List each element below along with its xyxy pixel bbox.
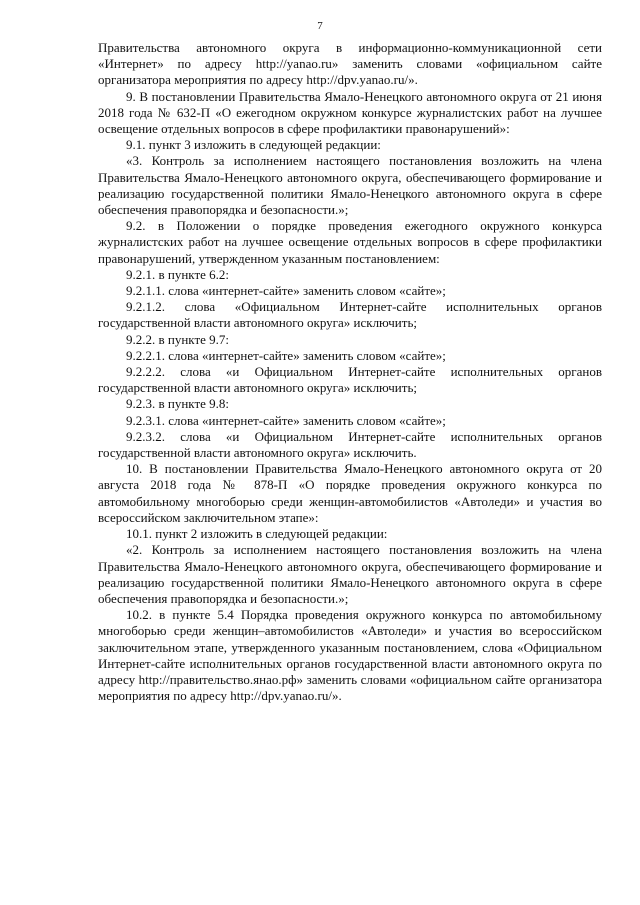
paragraph: 9.2.3.2. слова «и Официальном Интернет-сайте исполнительных органов государственной власти автономного округа» исключить. — [98, 428, 602, 461]
paragraph: 9.2.2.1. слова «интернет-сайте» заменить словом «сайте»; — [126, 347, 446, 363]
paragraph: 9.2.1. в пункте 6.2: — [126, 266, 230, 282]
paragraph: 9.2.1.1. слова «интернет-сайте» заменить словом «сайте»; — [126, 283, 446, 299]
paragraph: 9. В постановлении Правительства Ямало-Ненецкого автономного округа от 21 июня 2018 года № 632-П «О ежегодном окружном конкурсе журналистских работ на лучшее освещение отдельных вопросов в сфере профилактики правонарушений»: — [98, 88, 602, 137]
paragraph: «3. Контроль за исполнением настоящего постановления возложить на члена Правительства Ямало-Ненецкого автономного округа, обеспечивающего формирование и реализацию государственной политики Ямало-Ненецкого автономного округа в сфере обеспечения правопорядка и безопасности.»; — [98, 153, 602, 218]
page-number: 7 — [317, 20, 323, 32]
paragraph: 9.2. в Положении о порядке проведения ежегодного окружного конкурса журналистских работ на лучшее освещение отдельных вопросов в сфере профилактики правонарушений, утвержденном указанным постановлением: — [98, 218, 602, 266]
paragraph: «2. Контроль за исполнением настоящего постановления возложить на члена Правительства Ямало-Ненецкого автономного округа, обеспечивающего формирование и реализацию государственной политики Ямало-Ненецкого автономного округа в сфере обеспечения правопорядка и безопасности.»; — [98, 542, 602, 606]
paragraph: 9.1. пункт 3 изложить в следующей редакции: — [126, 137, 381, 153]
paragraph: 9.2.3.1. слова «интернет-сайте» заменить словом «сайте»; — [126, 412, 446, 428]
paragraph: 9.2.3. в пункте 9.8: — [126, 396, 230, 412]
paragraph: 9.2.2. в пункте 9.7: — [126, 331, 230, 347]
paragraph: 9.2.1.2. слова «Официальном Интернет-сайте исполнительных органов государственной власти автономного округа» исключить; — [98, 299, 602, 331]
paragraph: 10.2. в пункте 5.4 Порядка проведения окружного конкурса по автомобильному многоборью среди женщин–автомобилистов «Автоледи» и участия во всероссийском заключительном этапе, утвержденного указанным постановлением, слова «Официальном Интернет-сайте исполнительных органов государственной власти автономного округа по адресу http://правительство.янао.рф» заменить словами «официальном сайте организатора мероприятия по адресу http://dpv.yanao.ru/». — [98, 607, 602, 704]
paragraph: 9.2.2.2. слова «и Официальном Интернет-сайте исполнительных органов государственной власти автономного округа» исключить; — [98, 364, 602, 396]
paragraph: 10. В постановлении Правительства Ямало-Ненецкого автономного округа от 20 августа 2018 года № 878-П «О порядке проведения окружного конкурса по автомобильному многоборью среди женщин-автомобилистов «Автоледи» и участия во всероссийском заключительном этапе»: — [98, 461, 602, 525]
paragraph: 10.1. пункт 2 изложить в следующей редакции: — [126, 526, 388, 542]
paragraph: Правительства автономного округа в информационно-коммуникационной сети «Интернет» по адресу http://yanao.ru» заменить словами «официальном сайте организатора мероприятия по адресу http://dpv.yanao.ru/». — [98, 40, 602, 88]
document-body — [98, 40, 602, 704]
